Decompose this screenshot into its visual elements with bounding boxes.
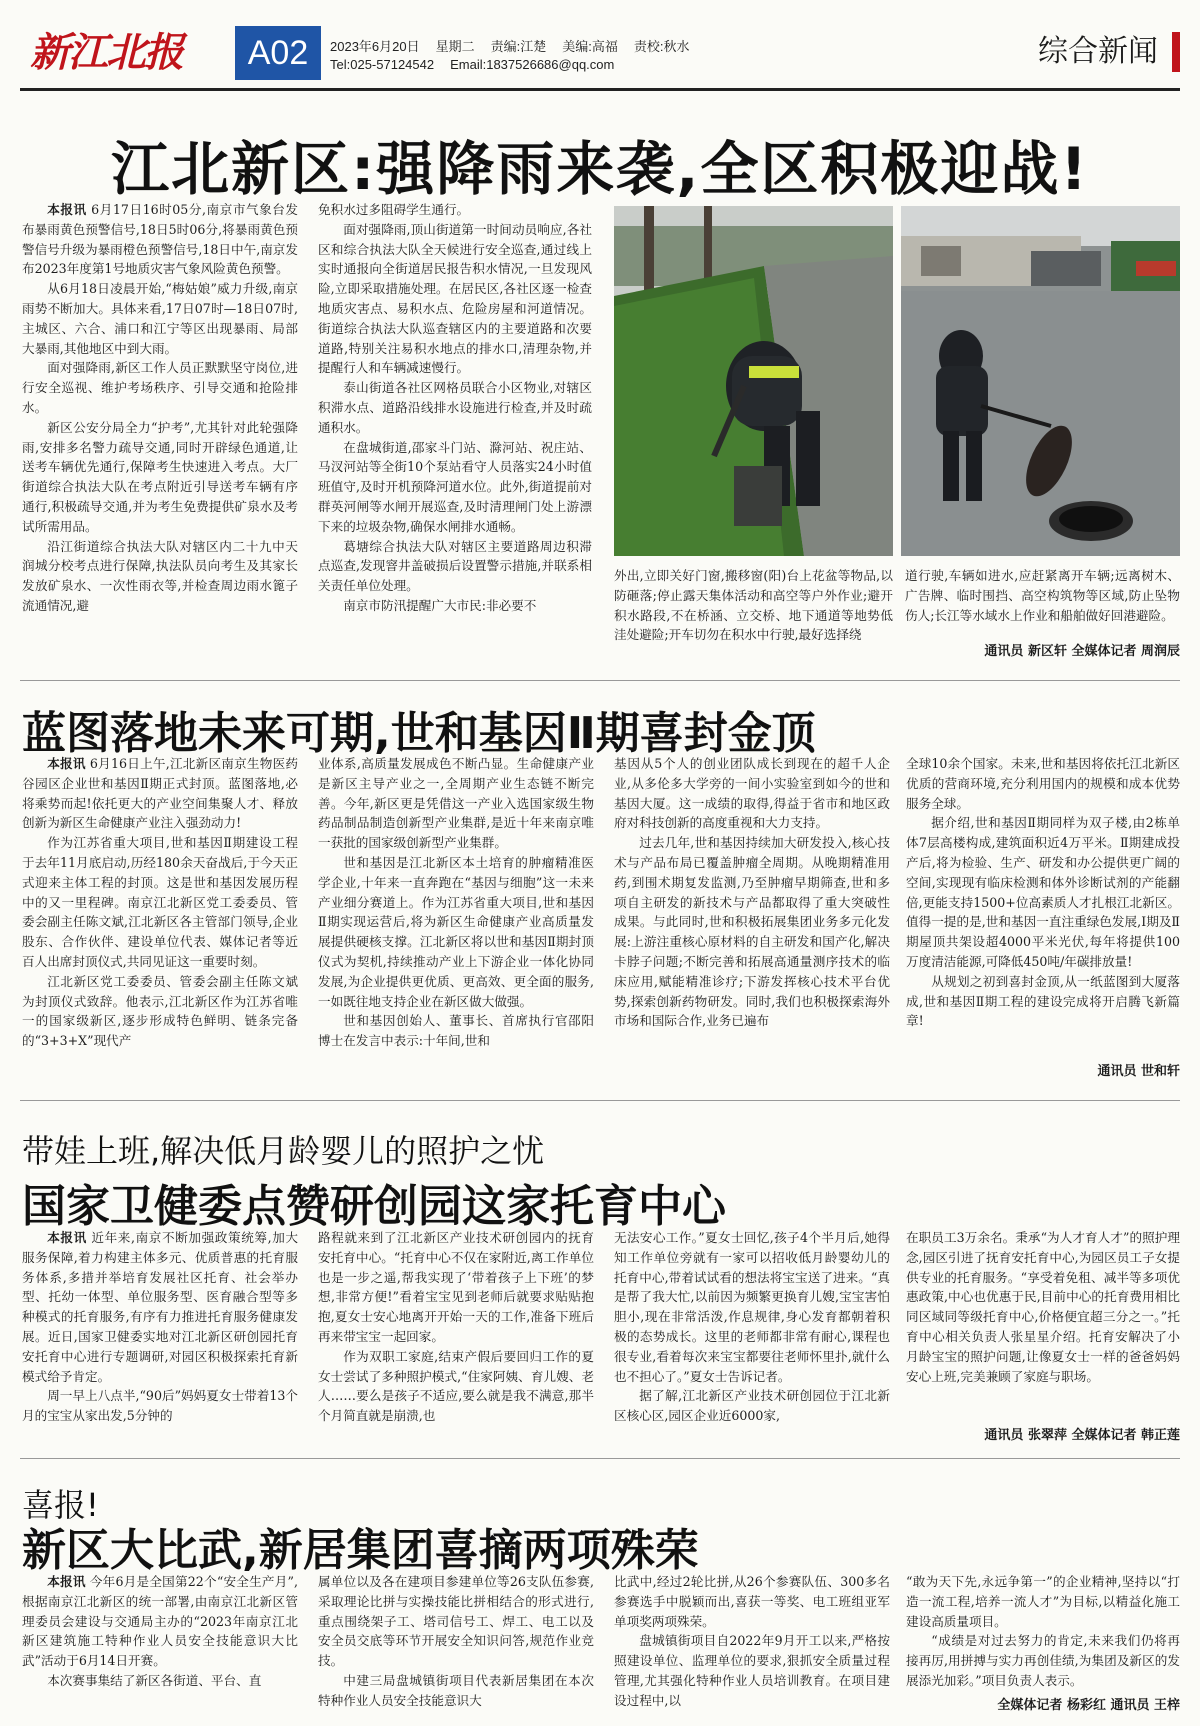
article1-col4 — [905, 566, 1180, 632]
editor: 责编:江楚 — [490, 39, 547, 54]
paragraph: 作为江苏省重大项目,世和基因Ⅱ期建设工程于去年11月底启动,历经180余天奋战后,于今天正式迎来主体工程的封顶。这是世和基因发展历程中的又一里程碑。南京江北新区党工委委员、管委会副主任陈文斌,江北新区各主管部门领导,企业股东、合作伙伴、建设单位代表、媒体记者等近百人出席封顶仪式,共同见证这一重要时刻。 — [22, 835, 298, 969]
article1-headline: 江北新区:强降雨来袭,全区积极迎战! — [111, 135, 1089, 203]
article1-col3 — [614, 566, 893, 662]
photo-worker-clearing-drain — [614, 206, 893, 556]
paragraph: 从规划之初到喜封金顶,从一纸蓝图到大厦落成,世和基因Ⅱ期工程的建设完成将开启腾飞新篇章! — [906, 973, 1180, 1029]
article2-col4 — [906, 754, 1180, 1054]
article1-byline: 通讯员 新区轩 全媒体记者 周润辰 — [984, 644, 1180, 659]
article4-kicker: 喜报! — [22, 1486, 99, 1524]
paragraph: 从6月18日凌晨开始,“梅姑娘”威力升级,南京雨势不断加大。具体来看,17日07时—18日07时,主城区、六合、浦口和江宁等区出现暴雨、局部大暴雨,其他地区中到大雨。 — [22, 281, 298, 356]
article2-headline: 蓝图落地未来可期,世和基因Ⅱ期喜封金顶 — [22, 708, 816, 759]
article4-col3 — [614, 1572, 890, 1712]
article4-col2 — [318, 1572, 594, 1712]
article2-col3 — [614, 754, 890, 1080]
proofreader: 责校:秋水 — [633, 39, 690, 54]
article4-byline: 全媒体记者 杨彩红 通讯员 王梓 — [997, 1698, 1180, 1713]
paragraph: 中建三局盘城镇街项目代表新居集团在本次特种作业人员安全技能意识大 — [318, 1672, 594, 1708]
paragraph: 盘城镇街项目自2022年9月开工以来,严格按照建设单位、监理单位的要求,狠抓安全质量过程管理,尤其强化特种作业人员培训教育。在项目建设过程中,以 — [614, 1633, 890, 1708]
paragraph: 据了解,江北新区产业技术研创园位于江北新区核心区,园区企业近6000家, — [614, 1388, 890, 1424]
paragraph: 道行驶,车辆如进水,应赶紧离开车辆;远离树木、广告牌、临时围挡、高空构筑物等区域,防止坠物伤人;长江等水域水上作业和船舶做好回港避险。 — [905, 568, 1180, 623]
lead-tag: 本报讯 — [47, 202, 87, 217]
lead-tag: 本报讯 — [47, 1574, 86, 1589]
newspaper-logo: 新江北报 — [30, 29, 182, 76]
email: Email:1837526686@qq.com — [450, 57, 615, 72]
article3-headline: 国家卫健委点赞研创园这家托育中心 — [22, 1181, 726, 1232]
article1-col1 — [22, 200, 298, 670]
paragraph: 6月17日16时05分,南京市气象台发布暴雨黄色预警信号,18日5时06分,将暴雨黄色预警信号升级为暴雨橙色预警信号,18日中午,南京发布2023年度第1号地质灾害气象风险黄色预警。 — [22, 202, 298, 277]
article2-byline: 通讯员 世和轩 — [1097, 1064, 1180, 1079]
photo-worker-opening-manhole — [901, 206, 1180, 556]
article3-kicker: 带娃上班,解决低月龄婴儿的照护之忧 — [22, 1132, 545, 1170]
paragraph: 过去几年,世和基因持续加大研发投入,核心技术与产品布局已覆盖肿瘤全周期。从晚期精准用药,到围术期复发监测,乃至肿瘤早期筛查,世和多项自主研发的新技术与产品都取得了重大突破性成果。与此同时,世和积极拓展集团业务多元化发展:上游注重核心原材料的自主研发和国产化,解决卡脖子问题;不断完善和拓展高通量测序技术的临床应用,赋能精准诊疗;下游发挥核心技术平台优势,探索创新药物研发。同时,我们也积极探索海外市场和国际合作,业务已遍布 — [614, 835, 890, 1029]
divider — [20, 1458, 1180, 1459]
paragraph: 面对强降雨,顶山街道第一时间动员响应,各社区和综合执法大队全天候进行安全巡查,通过线上实时通报向全街道居民报告积水情况,一旦发现风险,立即采取措施处理。在居民区,各社区逐一检查地质灾害点、易积水点、危险房屋和河道情况。街道综合执法大队巡查辖区内的主要道路和次要道路,特别关注易积水地点的排水口,清理杂物,并提醒行人和车辆减速慢行。 — [318, 221, 592, 376]
paragraph: 沿江街道综合执法大队对辖区内二十九中天润城分校考点进行保障,执法队员向考生及其家长发放矿泉水、一次性雨衣等,并检查周边雨水篦子流通情况,避 — [22, 538, 298, 613]
article3-col1 — [22, 1228, 298, 1442]
divider — [20, 1100, 1180, 1101]
paragraph: “敢为天下先,永远争第一”的企业精神,坚持以“打造一流工程,培养一流人才”为目标,以精益化施工建设高质量项目。 — [906, 1574, 1180, 1629]
paragraph: 全球10余个国家。未来,世和基因将依托江北新区优质的营商环境,充分利用国内的规模和成本优势服务全球。 — [906, 756, 1180, 811]
article4-col4 — [906, 1572, 1180, 1688]
paragraph: 比武中,经过2轮比拼,从26个参赛队伍、300多名参赛选手中脱颖而出,喜获一等奖、电工班组亚军单项奖两项殊荣。 — [614, 1574, 890, 1629]
paragraph: 在盘城街道,邵家斗门站、滁河站、祝庄站、马汊河站等全街10个泵站看守人员落实24小时值班值守,及时开机预降河道水位。此外,街道提前对群英河闸等水闸开展巡查,及时清理闸门处上游漂下来的垃圾杂物,确保水闸排水通畅。 — [318, 439, 592, 534]
article3-col3 — [614, 1228, 890, 1442]
paragraph: 属单位以及各在建项目参建单位等26支队伍参赛,采取理论比拼与实操技能比拼相结合的形式进行,重点围绕架子工、塔司信号工、焊工、电工以及安全员交底等环节开展安全知识问答,规范作业竞技。 — [318, 1574, 594, 1669]
lead-tag: 本报讯 — [47, 1230, 87, 1245]
paragraph: 据介绍,世和基因Ⅱ期同样为双子楼,由2栋单体7层高楼构成,建筑面积近4万平米。Ⅱ期建成投产后,将为检验、生产、研发和办公提供更广阔的空间,实现现有临床检测和体外诊断试剂的产能翻倍,更能支持1500+位高素质人才扎根江北新区。值得一提的是,世和基因一直注重绿色发展,Ⅰ期及Ⅱ期屋顶共架设超4000平米光伏,每年将提供100万度清洁能源,可降低450吨/年碳排放量! — [906, 815, 1180, 969]
date: 2023年6月20日 — [330, 39, 420, 54]
paragraph: 6月16日上午,江北新区南京生物医药谷园区企业世和基因Ⅱ期正式封顶。蓝图落地,必将乘势而起!依托更大的产业空间集聚人才、释放创新为新区生命健康产业注入强劲动力! — [22, 756, 298, 831]
paragraph: 面对强降雨,新区工作人员正默默坚守岗位,进行安全巡视、维护考场秩序、引导交通和抢险排水。 — [22, 360, 298, 415]
section-title: 综合新闻 — [1010, 32, 1180, 72]
paragraph: 葛塘综合执法大队对辖区主要道路周边积滞点巡查,发现窨井盖破损后设置警示措施,并联系相关责任单位处理。 — [318, 538, 592, 594]
paragraph: 近年来,南京不断加强政策统筹,加大服务保障,着力构建主体多元、优质普惠的托育服务体系,多措并举培育发展社区托育、社会举办型、托幼一体型、单位服务型、医育融合型等多种模式的托育服务,有序有力推进托育服务健康发展。近日,国家卫健委实地对江北新区研创园托育安托育中心进行专题调研,对园区积极探索托育新模式给予肯定。 — [22, 1230, 298, 1384]
telephone: Tel:025-57124542 — [330, 57, 435, 72]
article2-col1 — [22, 754, 298, 1080]
paragraph: 周一早上八点半,“90后”妈妈夏女士带着13个月的宝宝从家出发,5分钟的 — [22, 1388, 298, 1424]
article2-col2 — [318, 754, 594, 1080]
article3-byline: 通讯员 张翠萍 全媒体记者 韩正莲 — [984, 1428, 1180, 1443]
article1-col2 — [318, 200, 592, 670]
page-number: A02 — [235, 26, 321, 80]
article4-headline: 新区大比武,新居集团喜摘两项殊荣 — [22, 1525, 699, 1576]
paragraph: 本次赛事集结了新区各街道、平台、直 — [47, 1672, 262, 1688]
paragraph: 业体系,高质量发展成色不断凸显。生命健康产业是新区主导产业之一,全周期产业生态链不断完善。今年,新区更是凭借这一产业入选国家级生物药品制品制造创新型产业集群,是近十年来南京唯一获批的国家级创新型产业集群。 — [318, 756, 594, 851]
paragraph: 免积水过多阻碍学生通行。 — [318, 202, 470, 217]
masthead-meta — [330, 38, 1010, 74]
paragraph: 外出,立即关好门窗,搬移窗(阳)台上花盆等物品,以防砸落;停止露天集体活动和高空等户外作业;避开积水路段,不在桥涵、立交桥、地下通道等地势低洼处避险;开车切勿在积水中行驶,最好选择绕 — [614, 568, 893, 643]
paragraph: 新区公安分局全力“护考”,尤其针对此轮强降雨,安排多名警力疏导交通,同时开辟绿色通道,让送考车辆优先通行,保障考生快速进入考点。大厂街道综合执法大队在考点附近引导送考车辆有序通行,积极疏导交通,并为考生免费提供矿泉水及考试所需用品。 — [22, 419, 298, 534]
lead-tag: 本报讯 — [47, 756, 86, 771]
paragraph: 江北新区党工委委员、管委会副主任陈文斌为封顶仪式致辞。他表示,江北新区作为江苏省唯一的国家级新区,逐步形成特色鲜明、链条完备的“3+3+X”现代产 — [22, 973, 298, 1049]
paragraph: 今年6月是全国第22个“安全生产月”,根据南京江北新区的统一部署,由南京江北新区管理委员会建设与交通局主办的“2023年南京江北新区建筑施工特种作业人员安全技能意识大比武”活动于6月14日开赛。 — [22, 1574, 298, 1669]
paragraph: 南京市防汛提醒广大市民:非必要不 — [343, 597, 537, 613]
paragraph: 路程就来到了江北新区产业技术研创园内的抚育安托育中心。“托育中心不仅在家附近,离工作单位也是一步之遥,帮我实现了‘带着孩子上下班’的梦想,非常方便!”看着宝宝见到老师后就要求贴贴抱抱,夏女士安心地离开开始一天的工作,准备下班后再来带宝宝一起回家。 — [318, 1230, 594, 1344]
paragraph: 世和基因创始人、董事长、首席执行官邵阳博士在发言中表示:十年间,世和 — [318, 1013, 594, 1049]
paragraph: 作为双职工家庭,结束产假后要回归工作的夏女士尝试了多种照护模式,“住家阿姨、育儿嫂、老人……要么是孩子不适应,要么就是我不满意,那半个月简直就是崩溃,也 — [318, 1348, 594, 1424]
divider — [20, 680, 1180, 681]
masthead-rule — [20, 88, 1180, 91]
paragraph: 泰山街道各社区网格员联合小区物业,对辖区积滞水点、道路沿线排水设施进行检查,并及时疏通积水。 — [318, 380, 592, 435]
paragraph: 在职员工3万余名。秉承“为人才育人才”的照护理念,园区引进了抚育安托育中心,为园区员工子女提供专业的托育服务。“享受着免租、减半等多项优惠政策,中心也优惠于民,目前中心的托育费用相比同区域同等级托育中心,价格便宜超三分之一。”托育中心相关负责人张星星介绍。托育安解决了小月龄宝宝的照护问题,让像夏女士一样的爸爸妈妈安心上班,完美兼顾了家庭与职场。 — [906, 1230, 1180, 1384]
paragraph: “成绩是对过去努力的肯定,未来我们仍将再接再厉,用拼搏与实力再创佳绩,为集团及新区的发展添光加彩。”项目负责人表示。 — [906, 1633, 1180, 1688]
paragraph: 世和基因是江北新区本土培育的肿瘤精准医学企业,十年来一直奔跑在“基因与细胞”这一未来产业细分赛道上。作为江苏省重大项目,世和基因Ⅱ期实现运营后,将为新区生命健康产业高质量发展提供硬核支撑。江北新区将以世和基因Ⅱ期封顶仪式为契机,持续推动产业上下游企业一体化协同发展,为企业提供更优质、更高效、更全面的服务,一如既往地支持企业在新区做大做强。 — [318, 854, 594, 1009]
article3-col2 — [318, 1228, 594, 1442]
designer: 美编:高福 — [562, 39, 618, 54]
paragraph: 无法安心工作。”夏女士回忆,孩子4个半月后,她得知工作单位旁就有一家可以招收低月龄婴幼儿的托育中心,带着试试看的想法将宝宝送了进来。“真是帮了我大忙,以前因为频繁更换育儿嫂,宝宝害怕胆小,现在非常活泼,作息规律,身心发育都朝着积极的态势成长。这里的老师都非常有耐心,课程也很专业,看着每次来宝宝都要往老师怀里扑,就什么也不担心了。”夏女士告诉记者。 — [614, 1230, 890, 1384]
weekday: 星期二 — [435, 39, 475, 54]
article3-col4 — [906, 1228, 1180, 1418]
paragraph: 基因从5个人的创业团队成长到现在的超千人企业,从多伦多大学旁的一间小实验室到如今的世和基因大厦。这一成绩的取得,得益于省市和地区政府对科技创新的高度重视和大力支持。 — [614, 756, 890, 831]
article4-col1 — [22, 1572, 298, 1712]
